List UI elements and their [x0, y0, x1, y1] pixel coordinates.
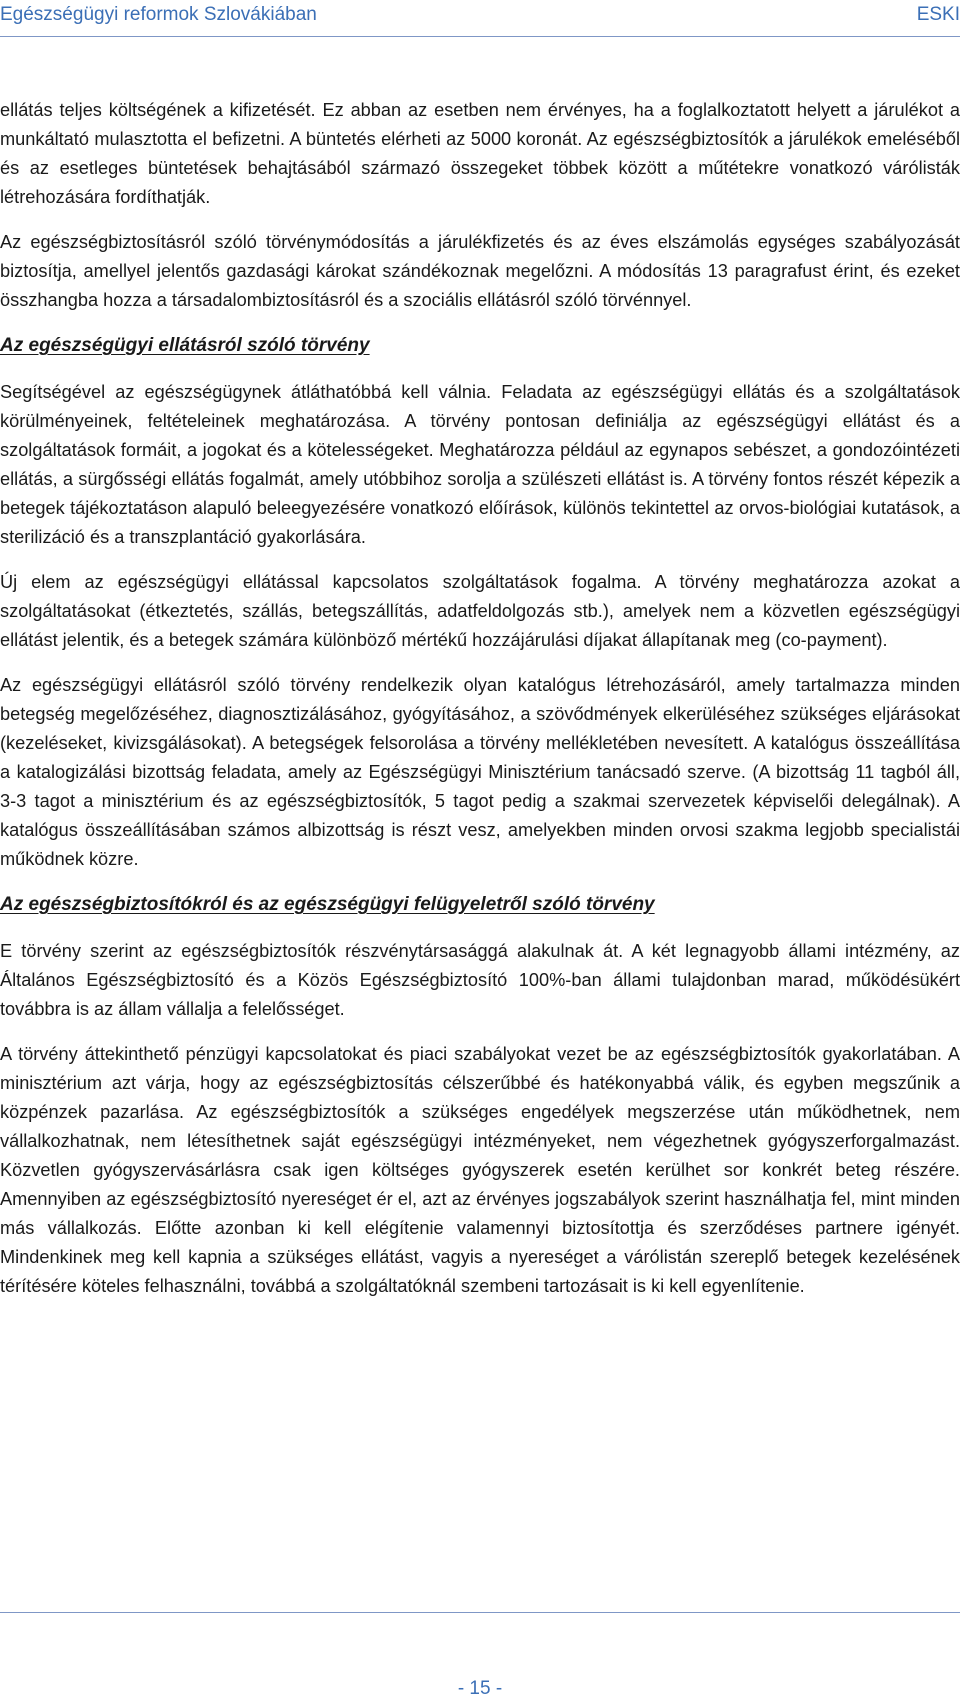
organization-name: ESKI [916, 4, 960, 25]
page-header [0, 0, 960, 36]
paragraph: E törvény szerint az egészségbiztosítók részvénytársasággá alakulnak át. A két legnagyobb állami intézmény, az Általános Egészségbiztosító és a Közös Egészségbiztosító 100%-ban állami tulajdonban marad, működésükért továbbra is az állam vállalja a felelősséget. [0, 941, 960, 1019]
section-heading: Az egészségbiztosítókról és az egészségügyi felügyeletről szóló törvény [0, 894, 655, 915]
paragraph: A törvény áttekinthető pénzügyi kapcsolatokat és piaci szabályokat vezet be az egészségbiztosítók gyakorlatában. A minisztérium azt várja, hogy az egészségbiztosítás célszerűbbé és hatékonyabbá válik, és egyben megszűnik a közpénzek pazarlása. Az egészségbiztosítók a szükséges engedélyek megszerzése után működhetnek, nem vállalkozhatnak, nem létesíthetnek saját egészségügyi intézményeket, nem végezhetnek gyógyszerforgalmazást. Közvetlen gyógyszervásárlásra csak igen költséges gyógyszerek esetén kerülhet sor konkrét beteg részére. Amennyiben az egészségbiztosító nyereséget ér el, azt az érvényes jogszabályok szerint használhatja fel, mint minden más vállalkozás. Előtte azonban ki kell elégítenie valamennyi biztosítottja és szerződéses partnere igényét. Mindenkinek meg kell kapnia a szükséges ellátást, vagyis a nyereséget a várólistán szereplő betegek kezelésének térítésére köteles felhasználni, továbbá a szolgáltatóknál szembeni tartozásait is ki kell egyenlítenie. [0, 1044, 960, 1296]
page-number: - 15 - [457, 1678, 503, 1699]
document-title: Egészségügyi reformok Szlovákiában [0, 4, 317, 25]
section-heading: Az egészségügyi ellátásról szóló törvény [0, 335, 370, 356]
paragraph: ellátás teljes költségének a kifizetését. Ez abban az esetben nem érvényes, ha a foglalkoztatott helyett a járulékot a munkáltató mulasztotta el befizetni. A büntetés elérheti az 5000 koronát. Az egészségbiztosítók a járulékok emeléséből és az esetleges büntetések behajtásából származó összegeket többek között a műtétekre vonatkozó várólisták létrehozására fordíthatják. [0, 100, 960, 207]
page-footer [0, 1612, 960, 1707]
footer-divider [0, 1612, 960, 1613]
paragraph: Új elem az egészségügyi ellátással kapcsolatos szolgáltatások fogalma. A törvény meghatározza azokat a szolgáltatásokat (étkeztetés, szállás, betegszállítás, adatfeldolgozás stb.), amelyek nem a közvetlen egészségügyi ellátást jelentik, és a betegek számára különböző mértékű hozzájárulási díjakat állapítanak meg (co-payment). [0, 572, 960, 650]
document-body [0, 96, 960, 1317]
paragraph: Az egészségügyi ellátásról szóló törvény rendelkezik olyan katalógus létrehozásáról, amely tartalmazza minden betegség megelőzéséhez, diagnosztizálásához, gyógyításához, a szövődmények elkerüléséhez szükséges eljárásokat (kezeléseket, kivizsgálásokat). A betegségek felsorolása a törvény mellékletében nevesített. A katalógus összeállítása a katalogizálási bizottság feladata, amely az Egészségügyi Minisztérium tanácsadó szerve. (A bizottság 11 tagból áll, 3-3 tagot a minisztérium és az egészségbiztosítók, 5 tagot pedig a szakmai szervezetek képviselői delegálnak). A katalógus összeállításában számos albizottság is részt vesz, amelyekben minden orvosi szakma legjobb specialistái működnek közre. [0, 675, 960, 869]
paragraph: Az egészségbiztosításról szóló törvénymódosítás a járulékfizetés és az éves elszámolás egységes szabályozását biztosítja, amellyel jelentős gazdasági károkat szándékoznak megelőzni. A módosítás 13 paragrafust érint, és ezeket összhangba hozza a társadalombiztosításról és a szociális ellátásról szóló törvénnyel. [0, 232, 960, 310]
header-divider [0, 36, 960, 37]
paragraph: Segítségével az egészségügynek átláthatóbbá kell válnia. Feladata az egészségügyi ellátás és a szolgáltatások körülményeinek, feltételeinek meghatározása. A törvény pontosan definiálja az egészségügyi ellátást és a szolgáltatások formáit, a jogokat és a kötelességeket. Meghatározza például az egynapos sebészet, a gondozóintézeti ellátás, a sürgősségi ellátás fogalmát, amely utóbbihoz sorolja a szülészeti ellátást is. A törvény fontos részét képezik a betegek tájékoztatáson alapuló beleegyezésére vonatkozó előírások, különös tekintettel az orvos-biológiai kutatások, a sterilizáció és a transzplantáció gyakorlására. [0, 382, 960, 547]
